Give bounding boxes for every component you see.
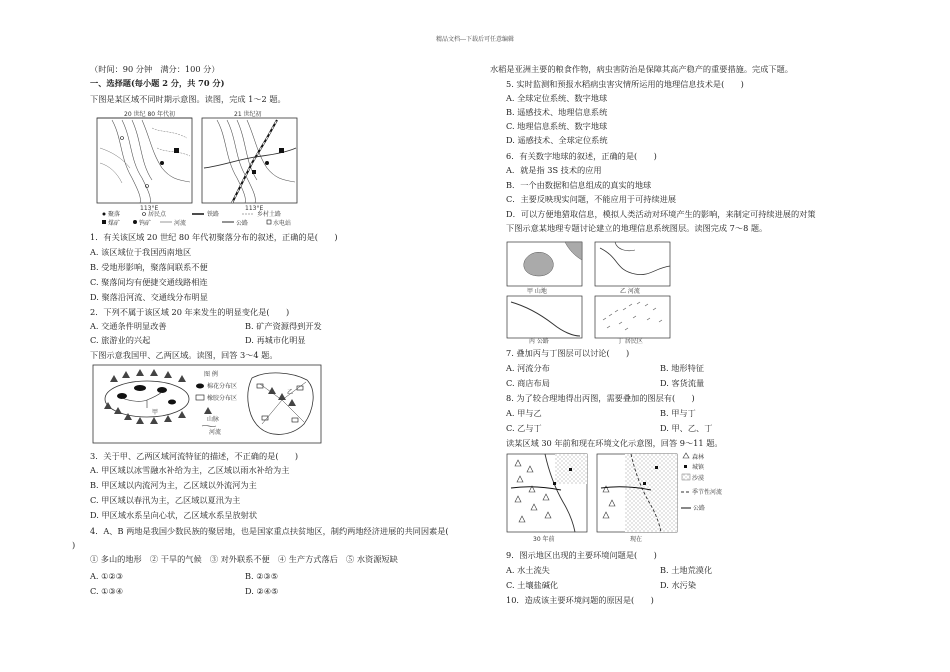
fig4-legend — [681, 453, 722, 512]
q3-option-b[interactable]: B. 甲区域以内流河为主，乙区域以外流河为主 — [90, 480, 257, 490]
svg-text:季节性河流: 季节性河流 — [692, 489, 723, 496]
figure-gis-layers — [505, 240, 675, 344]
q9-option-b[interactable]: B. 土地荒漠化 — [660, 565, 713, 575]
q1-option-a[interactable]: A. 该区域位于我国西南地区 — [90, 247, 192, 257]
q9-option-a[interactable]: A. 水土流失 — [506, 565, 550, 575]
svg-text:沙漠: 沙漠 — [692, 475, 705, 482]
svg-text:居民点: 居民点 — [148, 211, 167, 218]
layer-ding-label: 丁 居民区 — [617, 338, 643, 344]
q2-option-a[interactable]: A. 交通条件明显改善 — [90, 321, 167, 331]
q8-stem: 8. 为了较合理地得出丙图，需要叠加的图层有( ) — [506, 393, 695, 403]
svg-text:公路: 公路 — [693, 505, 706, 512]
q6-option-b[interactable]: B．一个由数据和信息组成的真实的地球 — [506, 180, 652, 190]
svg-text:钨矿: 钨矿 — [139, 220, 152, 226]
fig4-then-label: 30 年前 — [533, 536, 555, 543]
exam-meta: （时间：90 分钟 满分：100 分） — [90, 64, 220, 74]
q3-stem: 3．关于甲、乙两区域河流特征的描述，不正确的是( ) — [90, 451, 299, 461]
intro-q1-2: 下图是某区域不同时期示意图。读图，完成 1～2 题。 — [90, 94, 286, 104]
fig1-title-a: 20 世纪 80 年代初 — [124, 111, 175, 118]
q9-stem: 9．图示地区出现的主要环境问题是( ) — [506, 550, 657, 560]
q2-option-d[interactable]: D. 再城市化明显 — [245, 335, 306, 345]
q1-option-d[interactable]: D. 聚落沿河流、交通线分布明显 — [90, 292, 208, 302]
layer-yi-label: 乙 河流 — [620, 288, 640, 295]
q4-option-d[interactable]: D. ②④⑤ — [245, 586, 279, 596]
q2-stem: 2．下列不属于该区域 20 年来发生的明显变化是( ) — [90, 307, 290, 317]
q6-stem: 6．有关数字地球的叙述，正确的是( ) — [506, 151, 657, 161]
q7-stem: 7. 叠加丙与丁图层可以讨论( ) — [506, 348, 630, 358]
svg-text:乡村土路: 乡村土路 — [257, 211, 282, 218]
svg-text:河流: 河流 — [209, 429, 222, 436]
q6-option-a[interactable]: A．就是指 3S 技术的应用 — [506, 165, 602, 175]
figure-two-regions — [92, 364, 322, 444]
q9-option-d[interactable]: D. 水污染 — [660, 580, 697, 590]
q7-option-c[interactable]: C. 商店布局 — [506, 378, 550, 388]
q10-stem: 10．造成该主要环境问题的原因是( ) — [506, 595, 654, 605]
svg-text:河流: 河流 — [174, 220, 187, 226]
layer-jia-label: 甲 山地 — [527, 288, 547, 295]
q2-option-c[interactable]: C. 旅游业的兴起 — [90, 335, 151, 345]
fig2-legend-title: 图 例 — [204, 371, 218, 378]
q4-stem: 4．A、B 两地是我国少数民族的聚居地，也是国家重点扶贫地区，制约两地经济进展的共同因素是( — [90, 526, 449, 536]
svg-text:铁路: 铁路 — [207, 211, 220, 218]
intro-q9-11: 读某区域 30 年前和现在环境文化示意图，回答 9～11 题。 — [506, 438, 723, 448]
q5-option-a[interactable]: A. 全球定位系统、数字地球 — [506, 93, 608, 103]
q8-option-c[interactable]: C. 乙与丁 — [506, 423, 542, 433]
q1-option-c[interactable]: C. 聚落间均有便捷交通线路相连 — [90, 277, 208, 287]
q9-option-c[interactable]: C. 土壤盐碱化 — [506, 580, 559, 590]
q3-option-d[interactable]: D. 甲区域水系呈向心状，乙区域水系呈放射状 — [90, 510, 258, 520]
svg-text:山脉: 山脉 — [207, 416, 220, 423]
q4-option-a[interactable]: A. ①②③ — [90, 571, 124, 581]
svg-text:棉花分布区: 棉花分布区 — [207, 383, 238, 390]
fig2-label-yi: 乙 — [287, 389, 294, 396]
q5-stem: 5. 实时监测和预报水稻病虫害灾情所运用的地理信息技术是( ) — [506, 79, 744, 89]
fig2-label-jia: 甲 — [152, 409, 159, 416]
svg-text:聚落: 聚落 — [108, 211, 121, 218]
svg-text:橡胶分布区: 橡胶分布区 — [207, 395, 238, 402]
q3-option-c[interactable]: C. 甲区域以春汛为主，乙区域以夏汛为主 — [90, 495, 241, 505]
q4-option-b[interactable]: B. ②③⑤ — [245, 571, 279, 581]
q5-option-d[interactable]: D. 遥感技术、全球定位系统 — [506, 135, 608, 145]
q7-option-d[interactable]: D. 客货流量 — [660, 378, 705, 388]
fig1-lon-b: 113°E — [245, 205, 264, 212]
q6-option-c[interactable]: C．主要反映现实问题，不能应用于可持续进展 — [506, 194, 677, 204]
fig1-legend — [102, 210, 291, 226]
q4-statements: ① 多山的地形 ② 干旱的气候 ③ 对外联系不便 ④ 生产方式落后 ⑤ 水资源短缺 — [90, 554, 398, 564]
q4-stem-cont: ) — [72, 540, 76, 550]
layer-bing-label: 丙 公路 — [529, 338, 549, 344]
intro-q3-4: 下图示意我国甲、乙两区域。读图，回答 3～4 题。 — [90, 350, 278, 360]
figure-region-maps — [92, 108, 312, 226]
q5-option-c[interactable]: C. 地理信息系统、数字地球 — [506, 121, 608, 131]
intro-q7-8: 下图示意某地理专题讨论建立的地理信息系统图层。读图完成 7～8 题。 — [506, 223, 768, 233]
intro-q5-6: 水稻是亚洲主要的粮食作物，病虫害防治是保障其高产稳产的重要措施。完成下题。 — [490, 64, 793, 74]
section-title: 一、选择题(每小题 2 分，共 70 分) — [90, 78, 225, 88]
q8-option-b[interactable]: B. 甲与丁 — [660, 408, 696, 418]
q4-option-c[interactable]: C. ①③④ — [90, 586, 124, 596]
q1-stem: 1．有关该区域 20 世纪 80 年代初聚落分布的叙述，正确的是( ) — [90, 232, 338, 242]
svg-text:森林: 森林 — [692, 454, 705, 461]
fig4-now-label: 现在 — [630, 536, 643, 543]
q5-option-b[interactable]: B. 遥感技术、地理信息系统 — [506, 107, 608, 117]
svg-text:城镇: 城镇 — [692, 464, 705, 471]
q3-option-a[interactable]: A. 甲区域以冰雪融水补给为主，乙区域以雨水补给为主 — [90, 465, 290, 475]
q7-option-a[interactable]: A. 河流分布 — [506, 363, 550, 373]
page-header: 精品文档---下载后可任意编辑 — [435, 36, 515, 43]
svg-text:煤矿: 煤矿 — [108, 220, 121, 226]
fig1-lon-a: 113°E — [140, 205, 159, 212]
q2-option-b[interactable]: B. 矿产资源得到开发 — [245, 321, 322, 331]
fig1-title-b: 21 世纪初 — [234, 111, 262, 118]
svg-text:公路: 公路 — [236, 220, 249, 226]
q8-option-d[interactable]: D. 甲、乙、丁 — [660, 423, 713, 433]
figure-environment-change — [505, 452, 725, 544]
q6-option-d[interactable]: D．可以方便地猎取信息，模拟人类活动对环境产生的影响，来制定可持续进展的对策 — [506, 209, 816, 219]
q7-option-b[interactable]: B. 地形特征 — [660, 363, 704, 373]
q8-option-a[interactable]: A. 甲与乙 — [506, 408, 542, 418]
svg-text:水电站: 水电站 — [273, 220, 292, 226]
q1-option-b[interactable]: B. 受地形影响，聚落间联系不便 — [90, 262, 208, 272]
